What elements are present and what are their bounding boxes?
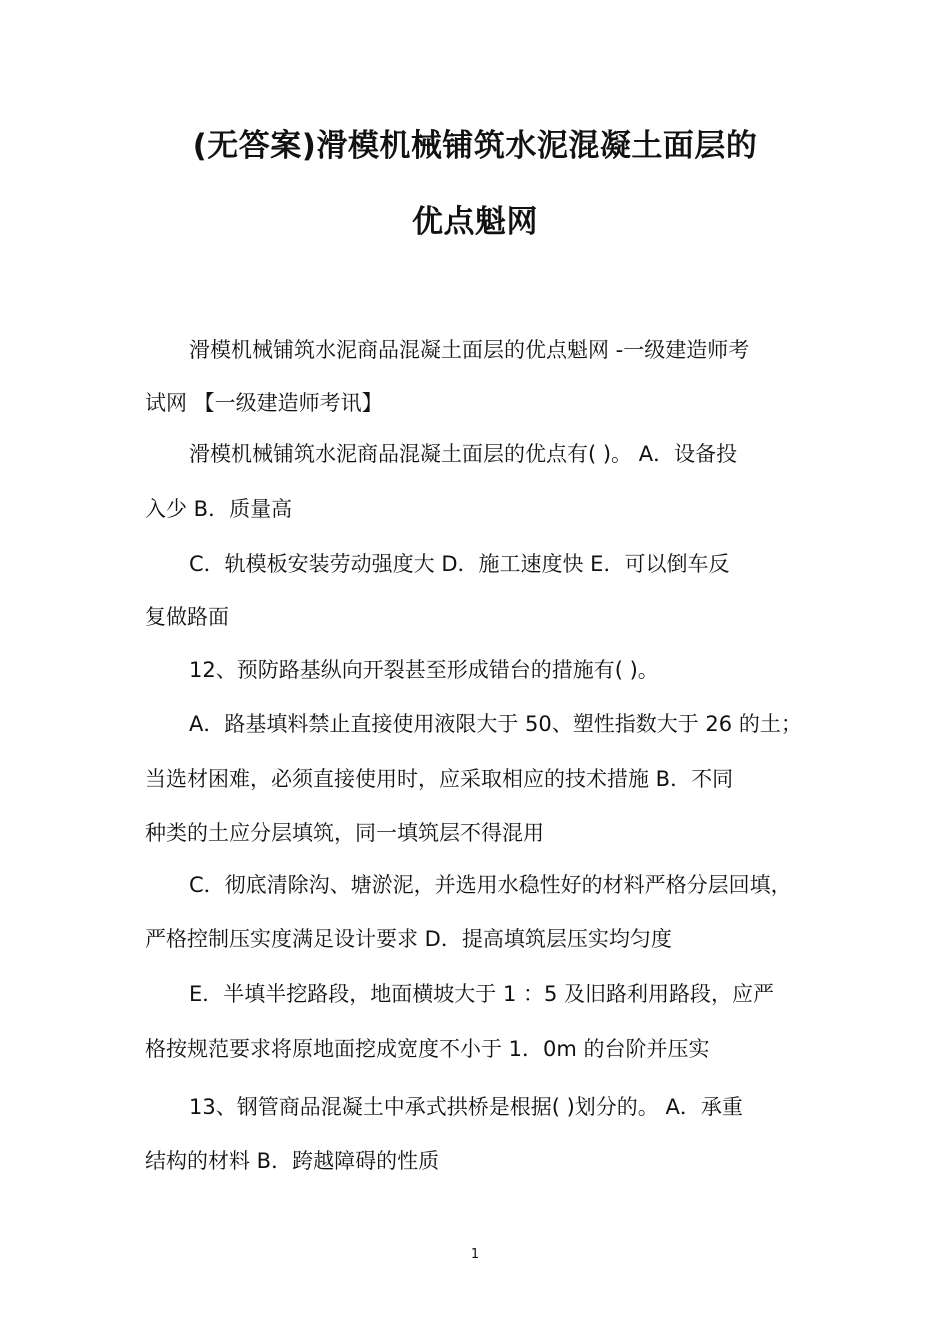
paragraph-line: C．彻底清除沟、塘淤泥，并选用水稳性好的材料严格分层回填， [189,873,792,897]
document-title-line-2: 优点魁网 [412,204,538,240]
paragraph-line: E．半填半挖路段，地面横坡大于 1 ：5 及旧路利用路段，应严 [189,982,775,1006]
paragraph-line: 13、钢管商品混凝土中承式拱桥是根据( )划分的。 A．承重 [189,1095,743,1119]
paragraph-line: 滑模机械铺筑水泥商品混凝土面层的优点有( )。 A．设备投 [189,442,738,466]
paragraph-line: 入少 B．质量高 [145,497,293,521]
paragraph-line: 试网 【一级建造师考讯】 [145,391,383,415]
paragraph-line: C．轨模板安装劳动强度大 D．施工速度快 E．可以倒车反 [189,552,730,576]
paragraph-line: 当选材困难，必须直接使用时，应采取相应的技术措施 B．不同 [145,767,734,791]
paragraph-line: A．路基填料禁止直接使用液限大于 50、塑性指数大于 26 的土； [189,712,802,736]
paragraph-line: 滑模机械铺筑水泥商品混凝土面层的优点魁网 -一级建造师考 [189,338,750,362]
document-title-line-1: (无答案)滑模机械铺筑水泥混凝土面层的 [192,128,758,164]
paragraph-line: 结构的材料 B．跨越障碍的性质 [145,1149,440,1173]
paragraph-line: 复做路面 [145,605,229,629]
paragraph-line: 格按规范要求将原地面挖成宽度不小于 1．0m 的台阶并压实 [145,1037,710,1061]
paragraph-line: 严格控制压实度满足设计要求 D．提高填筑层压实均匀度 [145,927,672,951]
paragraph-line: 12、预防路基纵向开裂甚至形成错台的措施有( )。 [189,658,659,682]
paragraph-line: 种类的土应分层填筑，同一填筑层不得混用 [145,821,544,845]
page-number: 1 [470,1247,480,1262]
